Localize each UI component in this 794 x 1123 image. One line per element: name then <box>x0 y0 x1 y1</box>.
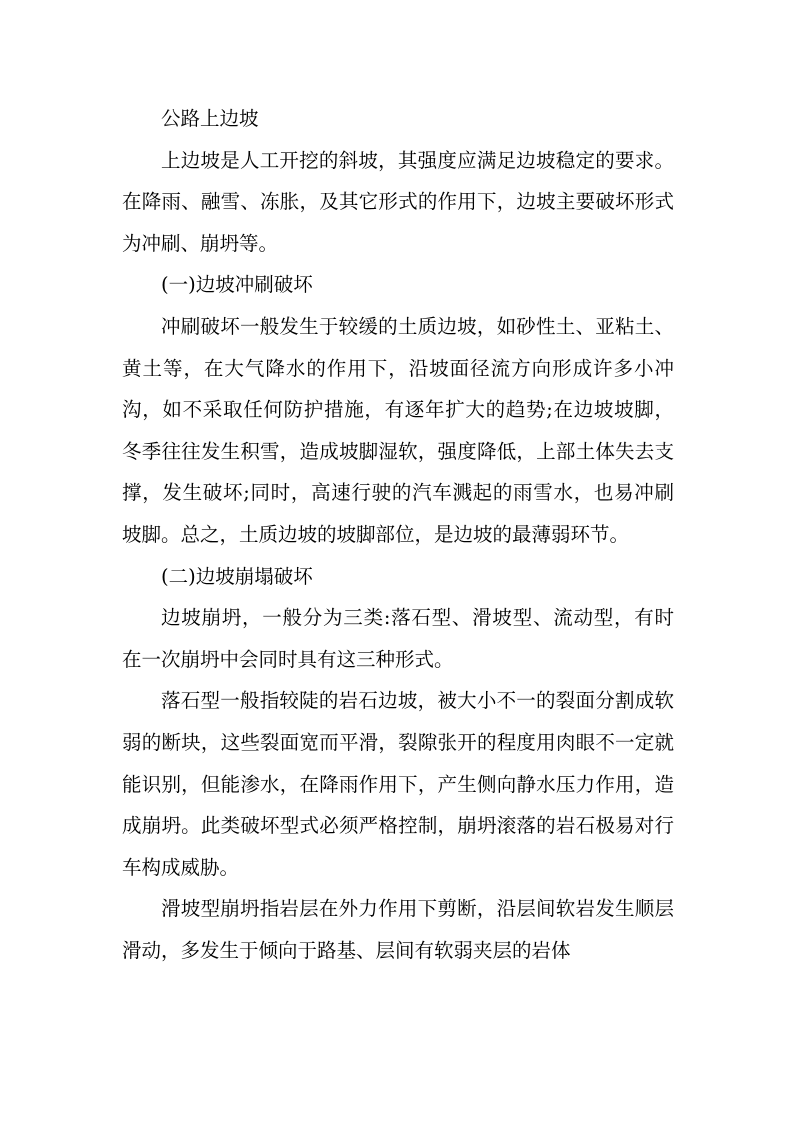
section-title: 公路上边坡 <box>161 107 259 130</box>
document-body <box>122 98 674 971</box>
paragraph: 上边坡是人工开挖的斜坡，其强度应满足边坡稳定的要求。在降雨、融雪、冻胀，及其它形式的作用下，边坡主要破坏形式为冲刷、崩坍等。 <box>122 148 674 255</box>
section-heading: (一)边坡冲刷破坏 <box>161 273 313 297</box>
paragraph: 冲刷破坏一般发生于较缓的土质边坡，如砂性土、亚粘土、黄土等，在大气降水的作用下，沿坡面径流方向形成许多小冲沟，如不采取任何防护措施，有逐年扩大的趋势;在边坡坡脚，冬季往往发生积雪，造成坡脚湿软，强度降低，上部土体失去支撑，发生破坏;同时，高速行驶的汽车溅起的雨雪水，也易冲刷坡脚。总之，土质边坡的坡脚部位，是边坡的最薄弱环节。 <box>122 314 674 546</box>
section-heading: (二)边坡崩塌破坏 <box>161 564 313 588</box>
paragraph: 落石型一般指较陡的岩石边坡，被大小不一的裂面分割成软弱的断块，这些裂面宽而平滑，裂隙张开的程度用肉眼不一定就能识别，但能渗水，在降雨作用下，产生侧向静水压力作用，造成崩坍。此类破坏型式必须严格控制，崩坍滚落的岩石极易对行车构成威胁。 <box>122 689 674 879</box>
paragraph: 滑坡型崩坍指岩层在外力作用下剪断，沿层间软岩发生顺层滑动，多发生于倾向于路基、层间有软弱夹层的岩体 <box>122 897 674 962</box>
paragraph: 边坡崩坍，一般分为三类:落石型、滑坡型、流动型，有时在一次崩坍中会同时具有这三种形式。 <box>122 606 674 671</box>
